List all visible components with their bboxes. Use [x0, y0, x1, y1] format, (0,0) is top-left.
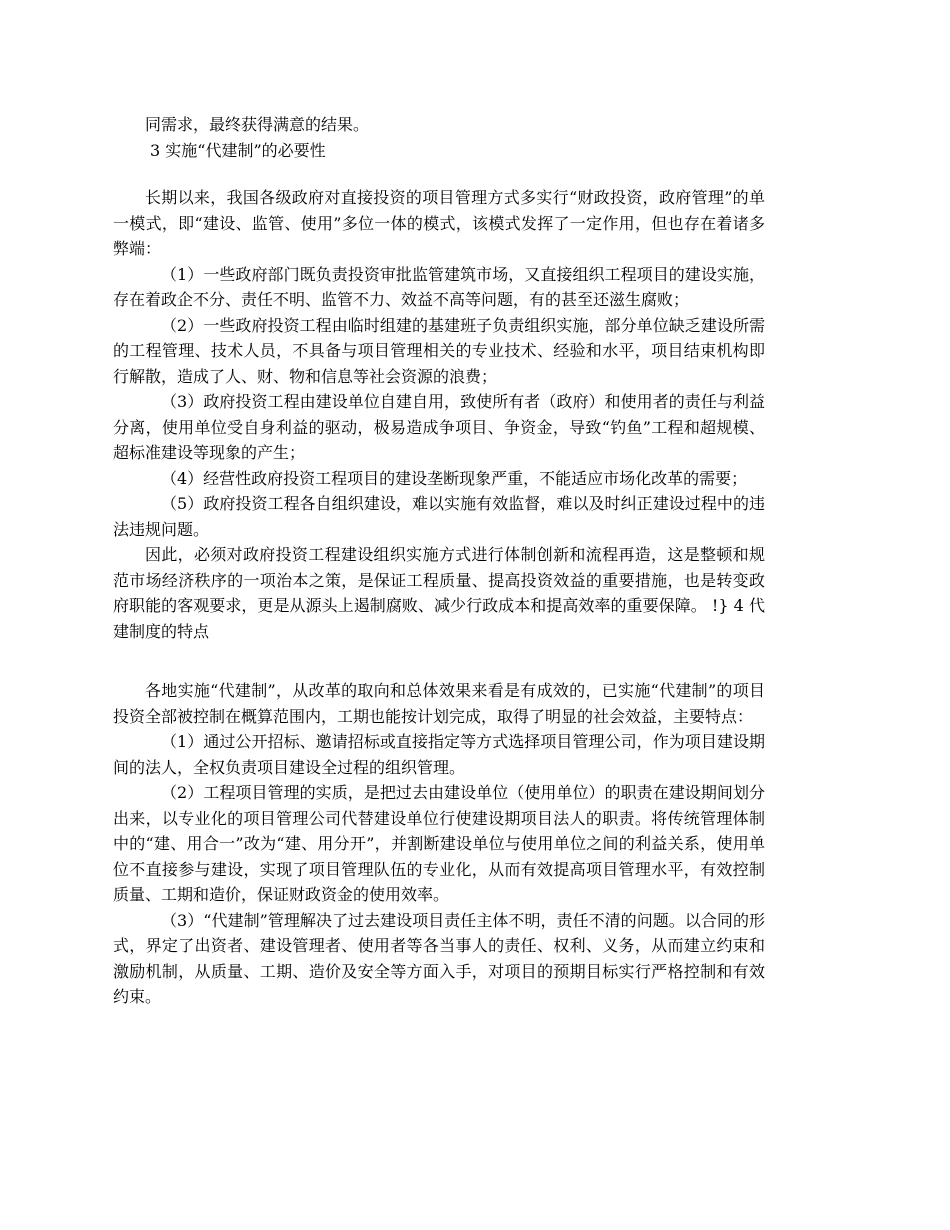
section-3-item-4: （4）经营性政府投资工程项目的建设垄断现象严重，不能适应市场化改革的需要； [161, 468, 748, 488]
section-4-item-3: （3）“代建制”管理解决了过去建设项目责任主体不明，责任不清的问题。以合同的形式，界定了出资者、建设管理者、使用者等各当事人的责任、权利、义务，从而建立约束和激励机制，从质量、工期、造价及安全等方面入手，对项目的预期目标实行严格控制和有效约束。 [113, 910, 765, 1006]
section-3-intro: 长期以来，我国各级政府对直接投资的项目管理方式多实行“财政投资，政府管理”的单一模式，即“建设、监管、使用”多位一体的模式，该模式发挥了一定作用，但也存在着诸多弊端： [113, 188, 765, 258]
section-3-heading: 3 实施“代建制”的必要性 [150, 140, 326, 160]
document-body [113, 112, 765, 1010]
section-3-item-5: （5）政府投资工程各自组织建设，难以实施有效监督，难以及时纠正建设过程中的违法违规问题。 [113, 494, 765, 539]
section-3-item-1: （1）一些政府部门既负责投资审批监管建筑市场，又直接组织工程项目的建设实施，存在着政企不分、责任不明、监管不力、效益不高等问题，有的甚至还滋生腐败； [113, 264, 765, 309]
section-3-conclusion: 因此，必须对政府投资工程建设组织实施方式进行体制创新和流程再造，这是整顿和规范市场经济秩序的一项治本之策，是保证工程质量、提高投资效益的重要措施，也是转变政府职能的客观要求，更是从源头上遏制腐败、减少行政成本和提高效率的重要保障。 !} 4 代建制度的特点 [113, 545, 765, 641]
section-3-item-2: （2）一些政府投资工程由临时组建的基建班子负责组织实施，部分单位缺乏建设所需的工程管理、技术人员，不具备与项目管理相关的专业技术、经验和水平，项目结束机构即行解散，造成了人、财、物和信息等社会资源的浪费； [113, 315, 765, 386]
section-3-item-3: （3）政府投资工程由建设单位自建自用，致使所有者（政府）和使用者的责任与利益分离，使用单位受自身利益的驱动，极易造成争项目、争资金，导致“钓鱼”工程和超规模、超标准建设等现象的产生； [113, 392, 765, 462]
section-4-item-2: （2）工程项目管理的实质，是把过去由建设单位（使用单位）的职责在建设期间划分出来，以专业化的项目管理公司代替建设单位行使建设期项目法人的职责。将传统管理体制中的“建、用合一”改为“建、用分开”，并割断建设单位与使用单位之间的利益关系，使用单位不直接参与建设，实现了项目管理队伍的专业化，从而有效提高项目管理水平，有效控制质量、工期和造价，保证财政资金的使用效率。 [113, 783, 765, 904]
lead-line: 同需求，最终获得满意的结果。 [145, 115, 370, 134]
section-4-item-1: （1）通过公开招标、邀请招标或直接指定等方式选择项目管理公司，作为项目建设期间的法人，全权负责项目建设全过程的组织管理。 [113, 732, 765, 777]
section-4-intro: 各地实施“代建制”，从改革的取向和总体效果来看是有成效的，已实施“代建制”的项目投资全部被控制在概算范围内，工期也能按计划完成，取得了明显的社会效益，主要特点： [113, 681, 765, 726]
